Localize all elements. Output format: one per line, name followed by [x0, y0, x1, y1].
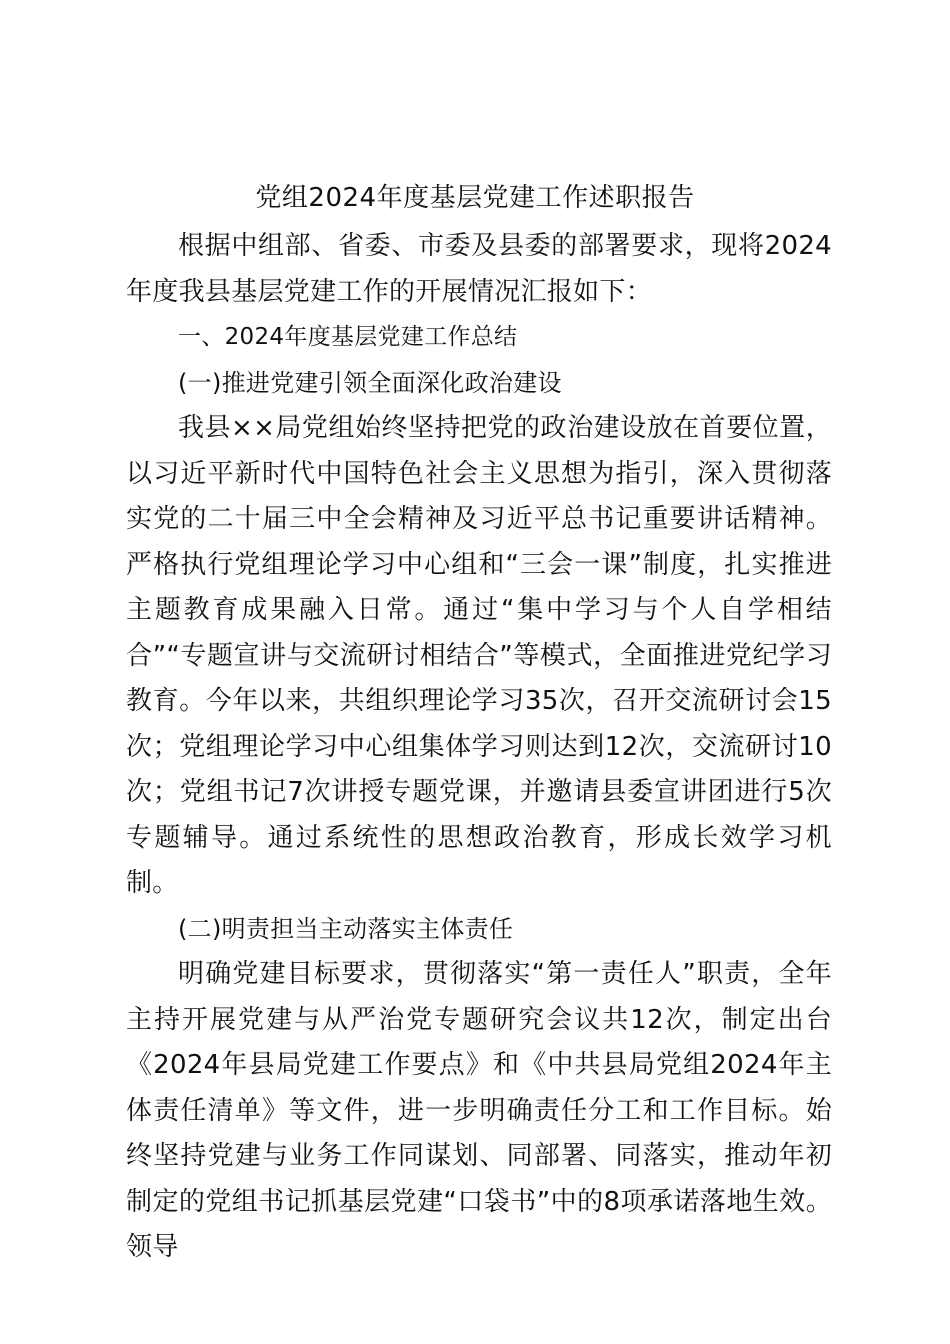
subsection-heading-political-building: (一)推进党建引领全面深化政治建设	[178, 368, 562, 397]
document-body	[126, 224, 832, 1271]
intro-paragraph: 根据中组部、省委、市委及县委的部署要求，现将2024年度我县基层党建工作的开展情况汇报如下：	[126, 231, 832, 307]
political-building-paragraph: 我县××局党组始终坚持把党的政治建设放在首要位置，以习近平新时代中国特色社会主义思想为指引，深入贯彻落实党的二十届三中全会精神及习近平总书记重要讲话精神。严格执行党组理论学习中心组和“三会一课”制度，扎实推进主题教育成果融入日常。通过“集中学习与个人自学相结合”“专题宣讲与交流研讨相结合”等模式，全面推进党纪学习教育。今年以来，共组织理论学习35次，召开交流研讨会15次；党组理论学习中心组集体学习则达到12次，交流研讨10次；党组书记7次讲授专题党课，并邀请县委宣讲团进行5次专题辅导。通过系统性的思想政治教育，形成长效学习机制。	[126, 413, 832, 898]
main-responsibility-paragraph: 明确党建目标要求，贯彻落实“第一责任人”职责，全年主持开展党建与从严治党专题研究会议共12次，制定出台《2024年县局党建工作要点》和《中共县局党组2024年主体责任清单》等文件，进一步明确责任分工和工作目标。始终坚持党建与业务工作同谋划、同部署、同落实，推动年初制定的党组书记抓基层党建“口袋书”中的8项承诺落地生效。领导	[126, 959, 832, 1262]
subsection-heading-main-responsibility: (二)明责担当主动落实主体责任	[178, 914, 514, 943]
document-title: 党组2024年度基层党建工作述职报告	[255, 183, 695, 213]
section-heading-summary: 一、2024年度基层党建工作总结	[178, 324, 518, 350]
